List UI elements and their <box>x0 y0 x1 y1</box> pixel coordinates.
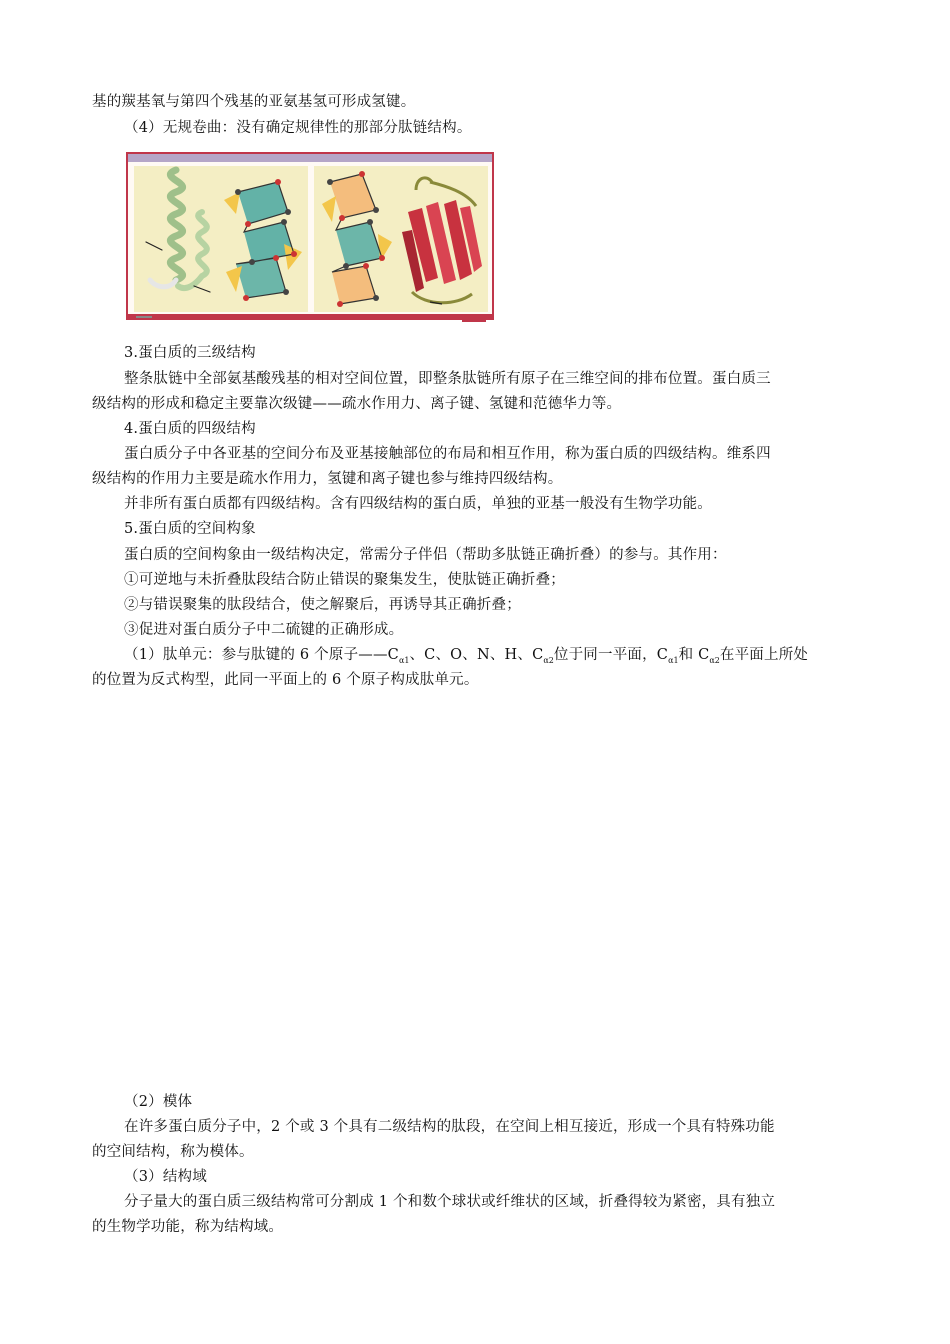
text-line: 并非所有蛋白质都有四级结构。含有四级结构的蛋白质，单独的亚基一般没有生物学功能。 <box>124 496 712 512</box>
text-line: 蛋白质的空间构象由一级结构决定，常需分子伴侣（帮助多肽链正确折叠）的参与。其作用： <box>124 547 727 563</box>
text-line: 在许多蛋白质分子中，2 个或 3 个具有二级结构的肽段，在空间上相互接近，形成一个具有特殊功能 <box>124 1119 775 1135</box>
list-item: ①可逆地与未折叠肽段结合防止错误的聚集发生，使肽链正确折叠； <box>124 572 565 588</box>
subscript: α2 <box>543 656 554 665</box>
text-line: 的生物学功能，称为结构域。 <box>92 1219 284 1235</box>
subscript: α2 <box>709 656 720 665</box>
protein-structure-figure <box>126 152 494 324</box>
text-line: （4）无规卷曲：没有确定规律性的那部分肽链结构。 <box>124 120 472 136</box>
text-line: 分子量大的蛋白质三级结构常可分割成 1 个和数个球状或纤维状的区域，折叠得较为紧密，具有独立 <box>124 1194 776 1210</box>
text-line: 蛋白质分子中各亚基的空间分布及亚基接触部位的布局和相互作用，称为蛋白质的四级结构。维系四 <box>124 446 771 462</box>
list-item: ②与错误聚集的肽段结合，使之解聚后，再诱导其正确折叠； <box>124 597 521 613</box>
subscript: α1 <box>398 656 410 665</box>
text-line: 级结构的形成和稳定主要靠次级键——疏水作用力、离子键、氢键和范德华力等。 <box>92 396 622 412</box>
section-heading: 4.蛋白质的四级结构 <box>124 421 256 437</box>
text-line: 基的羰基氧与第四个残基的亚氨基氢可形成氢键。 <box>92 94 416 110</box>
text-line: 级结构的作用力主要是疏水作用力，氢键和离子键也参与维持四级结构。 <box>92 471 563 487</box>
protein-structure-illustration <box>126 152 494 324</box>
list-item: ③促进对蛋白质分子中二硫键的正确形成。 <box>124 622 404 638</box>
section-heading: （3）结构域 <box>124 1169 207 1185</box>
text-line: 的位置为反式构型，此同一平面上的 6 个原子构成肽单元。 <box>92 672 479 688</box>
section-heading: 3.蛋白质的三级结构 <box>124 345 256 361</box>
figure-logo-mark <box>462 318 486 322</box>
peptide-unit-line: （1）肽单元：参与肽键的 6 个原子$——C_{\alpha 1}$、C、O、N、H、$C_{\alpha 2}$位于同一平面，$C_{\alpha 1}$和 $C_{\alpha 2}$在平面上所处 <box>124 647 809 665</box>
text-line: 整条肽链中全部氨基酸残基的相对空间位置，即整条肽链所有原子在三维空间的排布位置。蛋白质三 <box>124 371 771 387</box>
text-line: 的空间结构，称为模体。 <box>92 1144 254 1160</box>
section-heading: （2）模体 <box>124 1094 193 1110</box>
subscript: α1 <box>668 656 679 665</box>
figure-header-bar <box>128 154 492 162</box>
section-heading: 5.蛋白质的空间构象 <box>124 521 256 537</box>
